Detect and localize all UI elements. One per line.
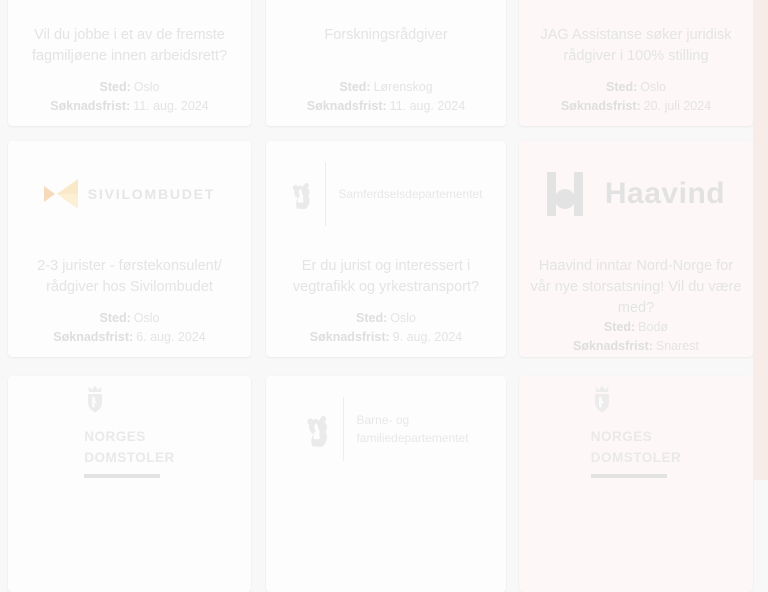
frist-value: 20. juli 2024: [643, 99, 712, 113]
job-meta: [519, 319, 753, 366]
ministry-name-line: Barne- og: [356, 412, 410, 427]
job-meta: [8, 79, 251, 126]
deadline-row: [519, 98, 753, 115]
deadline-row: [266, 329, 506, 346]
frist-label: Søknadsfrist:: [53, 330, 134, 344]
domstoler-line: DOMSTOLER: [84, 450, 175, 465]
frist-value: 6. aug. 2024: [136, 330, 206, 344]
sted-label: Sted:: [603, 320, 636, 334]
job-title: JAG Assistanse søker juridisk rådgiver i 100% stilling: [540, 27, 732, 64]
job-meta: [8, 310, 251, 357]
logo-underline: [84, 474, 160, 478]
frist-value: Snarest: [655, 339, 699, 353]
sivilombudet-arrows-icon: [44, 179, 78, 209]
sted-value: Lørenskog: [373, 80, 433, 94]
job-card[interactable]: [519, 0, 753, 126]
court-crest-icon: [85, 385, 105, 413]
frist-label: Søknadsfrist:: [50, 99, 131, 113]
frist-value: 11. aug. 2024: [133, 99, 209, 113]
logo-area: [519, 376, 753, 481]
sivilombudet-wordmark: SIVILOMBUDET: [87, 185, 216, 202]
logo-area: [266, 376, 506, 481]
frist-value: 11. aug. 2024: [389, 99, 466, 113]
location-row: [266, 79, 506, 96]
deadline-row: [266, 98, 506, 115]
haavind-wordmark: Haavind: [604, 176, 726, 210]
logo-underline: [591, 474, 667, 478]
job-title: Er du jurist og interessert i vegtrafikk og yrkestransport?: [292, 258, 480, 295]
haavind-h-icon: [547, 172, 583, 216]
norges-domstoler-logo: [591, 379, 682, 478]
job-card[interactable]: [266, 376, 506, 592]
job-title: Vil du jobbe i et av de fremste fagmiljøene innen arbeidsrett?: [31, 27, 228, 64]
location-row: [519, 79, 753, 96]
ministry-name: [356, 411, 468, 447]
right-margin-tint: [753, 0, 768, 480]
court-crest-icon: [592, 385, 612, 413]
logo-area: [8, 0, 251, 15]
norway-coat-of-arms-icon: [289, 177, 313, 210]
logo-area: [266, 0, 506, 15]
ministry-name-line: Samferdselsdepartementet: [338, 186, 483, 201]
job-card[interactable]: [8, 0, 251, 126]
ministry-name: [338, 185, 482, 203]
location-row: [8, 310, 251, 327]
deadline-row: [8, 98, 251, 115]
sivilombudet-logo: [44, 179, 215, 209]
logo-area: [519, 141, 753, 246]
ministry-logo: [289, 162, 482, 226]
logo-area: [519, 0, 753, 15]
job-card[interactable]: [8, 141, 251, 357]
job-card[interactable]: [8, 376, 251, 592]
deadline-row: [8, 329, 251, 346]
job-meta: [266, 310, 506, 357]
job-title: Forskningsrådgiver: [324, 27, 448, 43]
sted-value: Oslo: [640, 80, 666, 94]
sted-value: Oslo: [133, 80, 160, 94]
sted-value: Bodø: [638, 320, 669, 334]
logo-divider: [325, 162, 326, 226]
ministry-logo: [303, 397, 468, 461]
job-card[interactable]: [519, 376, 753, 592]
sted-value: Oslo: [390, 311, 416, 325]
job-card[interactable]: [519, 141, 753, 357]
domstoler-line: DOMSTOLER: [590, 450, 682, 465]
frist-label: Søknadsfrist:: [573, 339, 653, 353]
domstoler-line: NORGES: [84, 429, 146, 444]
sted-value: Oslo: [133, 311, 160, 325]
sted-label: Sted:: [99, 80, 131, 94]
norges-domstoler-logo: [84, 379, 175, 478]
frist-label: Søknadsfrist:: [560, 99, 641, 113]
logo-divider: [343, 397, 344, 461]
ministry-name-line: familiedepartementet: [356, 430, 469, 445]
sted-label: Sted:: [356, 311, 388, 325]
logo-area: [8, 141, 251, 246]
sted-label: Sted:: [606, 80, 638, 94]
job-title: 2-3 jurister - førstekonsulent/​rådgiver hos Sivilombudet: [37, 258, 222, 295]
domstoler-line: NORGES: [590, 429, 653, 444]
location-row: [519, 319, 753, 336]
job-title: Haavind inntar Nord-Norge for vår nye storsatsning! Vil du være med?: [530, 258, 742, 316]
frist-label: Søknadsfrist:: [306, 99, 387, 113]
domstoler-wordmark: [84, 426, 175, 468]
location-row: [8, 79, 251, 96]
sted-label: Sted:: [339, 80, 371, 94]
haavind-logo: [547, 172, 725, 216]
job-meta: [519, 79, 753, 126]
logo-area: [266, 141, 506, 246]
frist-value: 9. aug. 2024: [392, 330, 463, 344]
sted-label: Sted:: [99, 311, 131, 325]
job-card[interactable]: [266, 141, 506, 357]
domstoler-wordmark: [591, 426, 682, 468]
deadline-row: [519, 338, 753, 355]
job-meta: [266, 79, 506, 126]
norway-coat-of-arms-icon: [303, 409, 331, 448]
location-row: [266, 310, 506, 327]
logo-area: [8, 376, 251, 481]
frist-label: Søknadsfrist:: [309, 330, 390, 344]
job-card[interactable]: [266, 0, 506, 126]
